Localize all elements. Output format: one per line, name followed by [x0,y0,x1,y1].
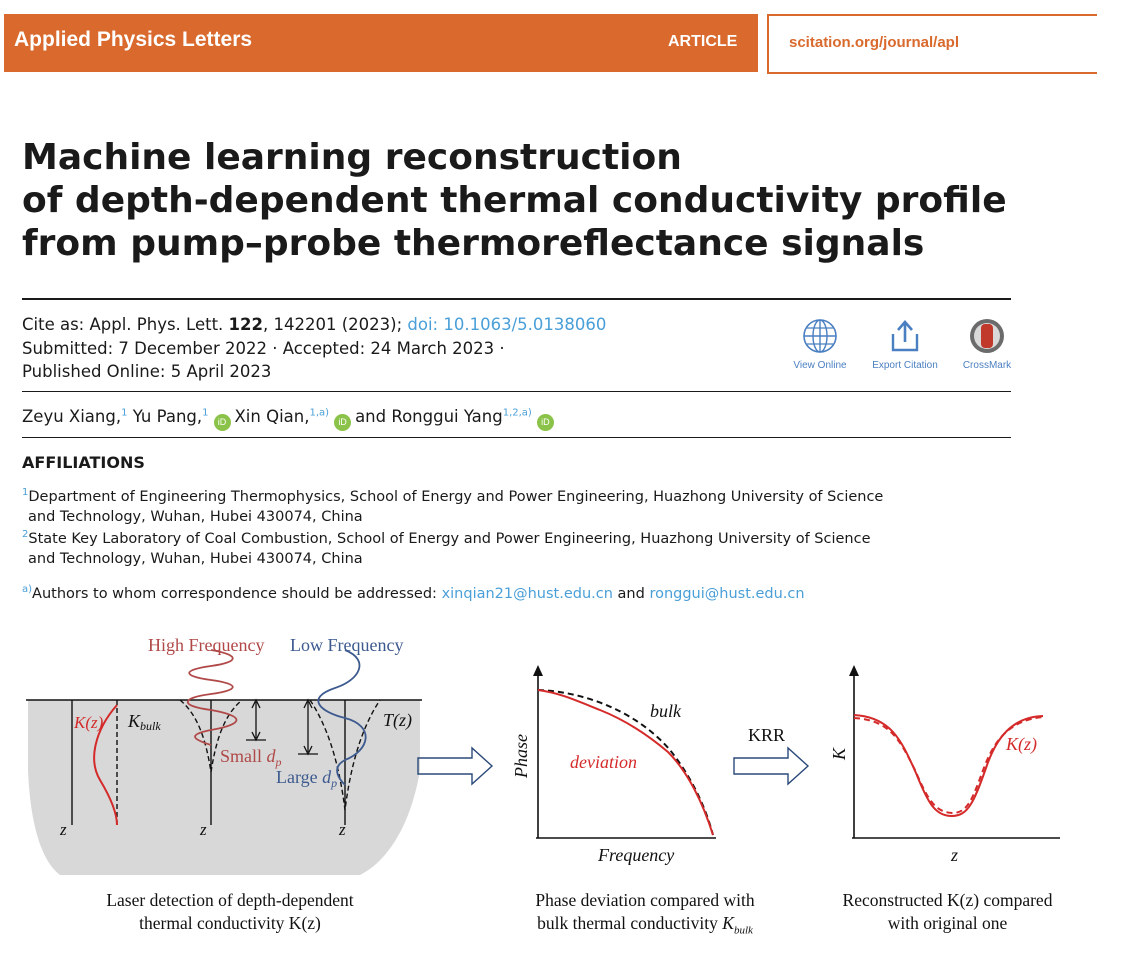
top-divider [22,298,1011,300]
caption-panel-3 [815,889,1080,935]
author-sup: 1 [121,407,128,419]
orcid-icon[interactable]: iD [214,414,231,431]
orcid-icon[interactable]: iD [537,414,554,431]
k-axis-arrowhead [849,665,859,676]
correspondence-line [22,584,805,602]
small-dp-text: Small [220,746,267,766]
frequency-axis-label: Frequency [598,845,675,865]
small-dp-label [220,746,282,769]
affiliation-item [22,483,883,527]
large-dp-d: d [322,767,332,787]
author-name[interactable]: Xin Qian, [234,407,310,426]
deviation-label: deviation [570,752,637,772]
small-dp-p: p [275,755,282,769]
z-label-2: z [200,820,207,839]
correspondence-text: Authors to whom correspondence should be addressed: [32,585,442,602]
crossmark-label: CrossMark [962,360,1012,371]
caption-2-sub: bulk [733,924,753,937]
caption-1-line-1: Laser detection of depth-dependent [106,890,354,910]
caption-2-line-1: Phase deviation compared with [535,890,755,910]
cite-prefix: Cite as: Appl. Phys. Lett. [22,315,229,334]
phase-axis-arrowhead [533,665,543,676]
high-frequency-label: High Frequency [148,635,265,655]
kz-curve-label: K(z) [1006,734,1037,754]
dates-line-2: Published Online: 5 April 2023 [22,362,272,381]
affiliation-line: State Key Laboratory of Coal Combustion, School of Energy and Power Engineering, Huazhong University of Science [28,530,871,547]
reconstructed-k-curve [854,715,1043,816]
cite-divider [22,391,1011,392]
share-icon [887,318,923,354]
author-sup: 1 [202,407,209,419]
krr-label: KRR [748,725,786,745]
affiliation-line: and Technology, Wuhan, Hubei 430074, China [28,508,363,525]
large-dp-p: p [331,776,338,790]
affiliation-sup: 1 [22,487,29,498]
bulk-label: bulk [650,701,681,721]
doi-link[interactable]: doi: 10.1063/5.0138060 [407,315,607,334]
author-sup: 1,2,a) [502,407,532,419]
article-type-label: ARTICLE [668,33,738,50]
large-dp-label [276,767,337,790]
paper-title [22,136,1022,265]
author-name[interactable]: Zeyu Xiang, [22,407,122,426]
z-label-3: z [339,820,346,839]
large-dp-text: Large [276,767,323,787]
globe-icon [802,318,838,354]
cite-pages: , 142201 (2023); [263,315,408,334]
view-online-label: View Online [793,360,847,371]
z-axis-label: z [951,845,959,865]
orcid-icon[interactable]: iD [334,414,351,431]
caption-panel-1 [60,889,400,935]
caption-1-line-2: thermal conductivity K(z) [139,913,321,933]
kbulk-k: K [128,711,141,731]
author-name[interactable]: Yu Pang, [132,407,203,426]
tz-label: T(z) [383,710,413,730]
affiliations-heading: AFFILIATIONS [22,453,145,472]
export-citation-label: Export Citation [872,360,938,371]
k-axis-label: K [829,747,849,760]
crossmark-button[interactable] [947,318,1027,371]
correspondence-sup: a) [22,584,33,595]
caption-panel-2 [490,889,800,943]
crossmark-icon [969,318,1005,354]
affiliation-line: and Technology, Wuhan, Hubei 430074, China [28,550,363,567]
email-link-1[interactable]: xinqian21@hust.edu.cn [441,585,613,602]
caption-2-text: bulk thermal conductivity [537,913,723,933]
journal-header-bar [4,14,758,72]
kbulk-sub: bulk [140,719,161,733]
correspondence-and: and [612,585,650,602]
flow-arrow-krr [734,748,808,784]
kz-label: K(z) [74,713,104,732]
flow-arrow-1 [418,748,492,784]
email-link-2[interactable]: ronggui@hust.edu.cn [649,585,805,602]
author-name[interactable]: and Ronggui Yang [355,407,503,426]
caption-3-line-2: with original one [887,913,1008,933]
export-citation-button[interactable] [865,318,945,371]
journal-name[interactable]: Applied Physics Letters [14,28,253,51]
affiliation-item [22,525,871,569]
low-frequency-label: Low Frequency [290,635,404,655]
author-sup: 1,a) [309,407,330,419]
affiliation-sup: 2 [22,529,29,540]
phase-axis-label: Phase [511,734,531,778]
journal-url-link[interactable]: scitation.org/journal/apl [789,34,960,51]
author-divider [22,437,1011,438]
title-line-3: from pump–probe thermoreflectance signals [22,223,925,264]
caption-3-line-1: Reconstructed K(z) compared [842,890,1053,910]
citation-block [22,313,606,384]
view-online-button[interactable] [780,318,860,371]
title-line-1: Machine learning reconstruction [22,137,682,178]
caption-2-k: K [722,913,734,933]
journal-url-box [767,14,1097,74]
z-label-1: z [60,820,67,839]
title-line-2: of depth-dependent thermal conductivity profile [22,180,1007,221]
original-k-curve [854,717,1043,813]
dates-line-1: Submitted: 7 December 2022 · Accepted: 24 March 2023 · [22,338,505,358]
affiliation-line: Department of Engineering Thermophysics, School of Energy and Power Engineering, Huazhong University of Science [28,488,884,505]
cite-volume: 122 [228,315,263,334]
author-list [22,407,558,431]
small-dp-d: d [266,746,276,766]
